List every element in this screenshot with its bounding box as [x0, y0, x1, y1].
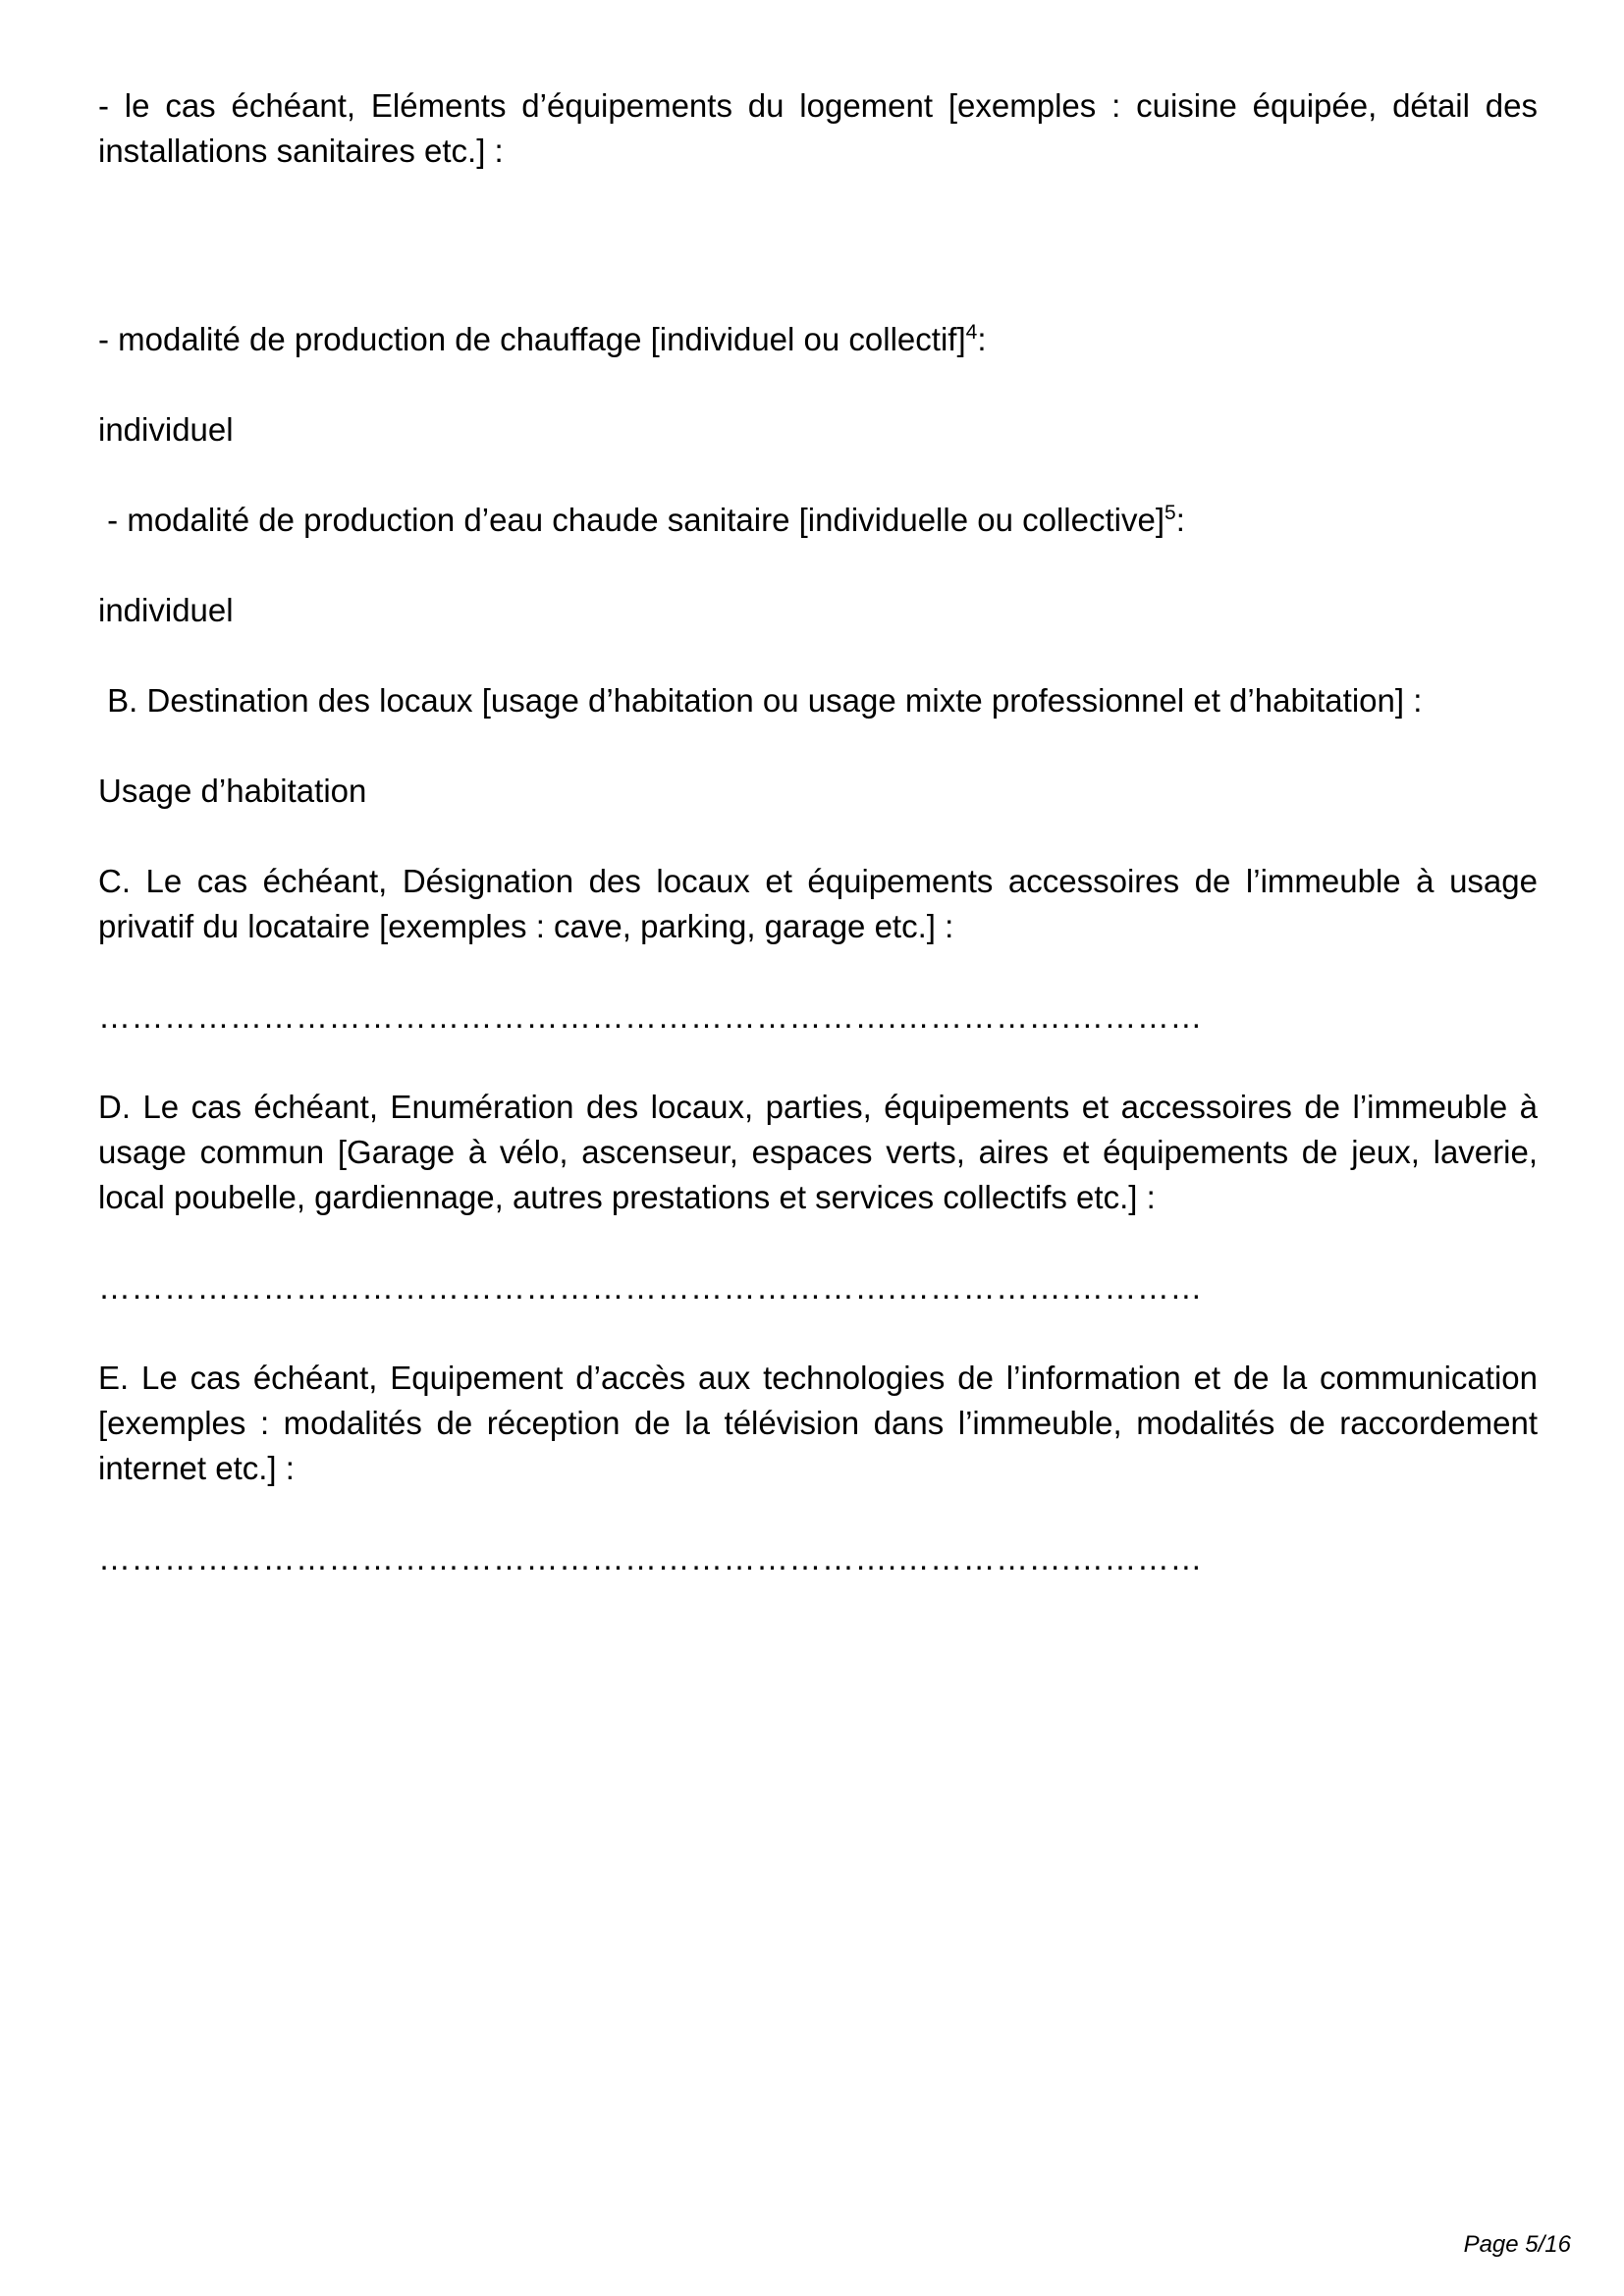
paragraph-designation-locaux-privatifs: C. Le cas échéant, Désignation des locaux et équipements accessoires de l’immeuble à usage privatif du locataire [exemples : cave, parking, garage etc.] :: [98, 863, 1538, 944]
paragraph-equipements-logement: - le cas échéant, Eléments d’équipements du logement [exemples : cuisine équipée, détail des installations sanitaires etc.] :: [98, 87, 1538, 169]
dotted-answer-line: ……………………………………………………………….…………….…………: [98, 1269, 1203, 1306]
answer-destination: Usage d’habitation: [98, 773, 367, 809]
paragraph-chauffage-text: - modalité de production de chauffage [individuel ou collectif]: [98, 321, 966, 357]
footnote-ref-5: 5: [1164, 502, 1176, 524]
paragraph-chauffage: [98, 317, 1538, 362]
dotted-answer-line: ……………………………………………………………….…………….…………: [98, 998, 1203, 1035]
paragraph-destination-locaux: B. Destination des locaux [usage d’habitation ou usage mixte professionnel et d’habitation] :: [98, 682, 1423, 719]
answer-chauffage: individuel: [98, 411, 234, 448]
paragraph-eau-chaude-colon: :: [1175, 502, 1185, 538]
page-number: Page 5/16: [1463, 2231, 1571, 2258]
footnote-ref-4: 4: [965, 321, 978, 344]
dotted-answer-line: ……………………………………………………………….…………….…………: [98, 1540, 1203, 1576]
answer-eau-chaude: individuel: [98, 592, 234, 628]
paragraph-equipement-acces-tic: E. Le cas échéant, Equipement d’accès aux technologies de l’information et de la communication [exemples : modalités de réception de la télévision dans l’immeuble, modalités de raccordement internet etc.] :: [98, 1360, 1538, 1486]
paragraph-eau-chaude: [98, 498, 1538, 543]
paragraph-eau-chaude-text: - modalité de production d’eau chaude sanitaire [individuelle ou collective]: [98, 502, 1165, 538]
paragraph-chauffage-colon: :: [977, 321, 987, 357]
paragraph-enumeration-locaux-communs: D. Le cas échéant, Enumération des locaux, parties, équipements et accessoires de l’immeuble à usage commun [Garage à vélo, ascenseur, espaces verts, aires et équipements de jeux, laverie, local poubelle, gardiennage, autres prestations et services collectifs etc.] :: [98, 1089, 1538, 1215]
